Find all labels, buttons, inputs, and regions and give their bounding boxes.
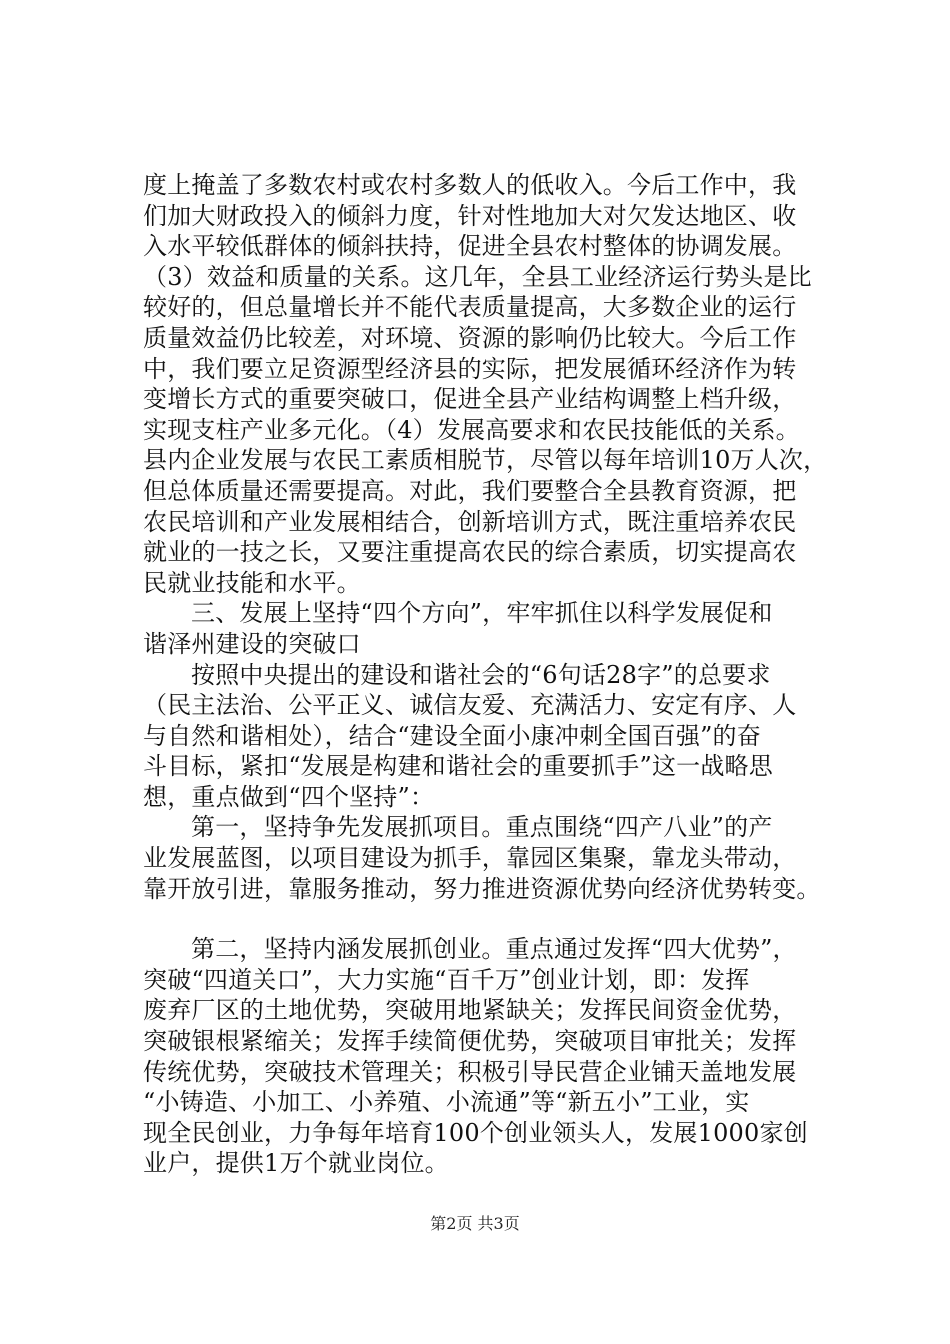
paragraph-gap: [143, 904, 843, 934]
text-line: 靠开放引进，靠服务推动，努力推进资源优势向经济优势转变。: [143, 874, 821, 903]
text-line: 中，我们要立足资源型经济县的实际，把发展循环经济作为转: [143, 354, 797, 383]
document-body: [143, 170, 843, 1179]
section-heading: 谐泽州建设的突破口: [143, 629, 361, 658]
page-footer: [0, 1214, 950, 1234]
text-line: 与自然和谐相处），结合“建设全面小康冲刺全国百强”的奋: [143, 721, 761, 750]
section-heading: 三、发展上坚持“四个方向”，牢牢抓住以科学发展促和: [191, 599, 773, 628]
text-line: （民主法治、公平正义、诚信友爱、充满活力、安定有序、人: [143, 691, 797, 720]
page-number: 第2页 共3页: [430, 1214, 520, 1233]
text-line: 突破“四道关口”，大力实施“百千万”创业计划，即：发挥: [143, 965, 750, 994]
text-line: 较好的，但总量增长并不能代表质量提高，大多数企业的运行: [143, 293, 797, 322]
text-line: 传统优势，突破技术管理关；积极引导民营企业铺天盖地发展: [143, 1057, 797, 1086]
text-line: 们加大财政投入的倾斜力度，针对性地加大对欠发达地区、收: [143, 201, 797, 230]
text-line: 但总体质量还需要提高。对此，我们要整合全县教育资源，把: [143, 476, 797, 505]
text-line: 度上掩盖了多数农村或农村多数人的低收入。今后工作中，我: [143, 171, 797, 199]
text-line: 第一，坚持争先发展抓项目。重点围绕“四产八业”的产: [191, 813, 773, 842]
text-line: 突破银根紧缩关；发挥手续简便优势，突破项目审批关；发挥: [143, 1027, 797, 1056]
text-line: 入水平较低群体的倾斜扶持，促进全县农村整体的协调发展。: [143, 232, 797, 261]
text-line: 废弃厂区的土地优势，突破用地紧缺关；发挥民间资金优势，: [143, 996, 797, 1025]
text-line: 变增长方式的重要突破口，促进全县产业结构调整上档升级，: [143, 385, 797, 414]
text-line: 农民培训和产业发展相结合，创新培训方式，既注重培养农民: [143, 507, 797, 536]
text-line: 现全民创业，力争每年培育100个创业领头人，发展1000家创: [143, 1118, 808, 1147]
text-line: 业发展蓝图，以项目建设为抓手，靠园区集聚，靠龙头带动，: [143, 844, 797, 873]
text-line: 民就业技能和水平。: [143, 568, 361, 597]
text-line: 第二，坚持内涵发展抓创业。重点通过发挥“四大优势”，: [191, 935, 797, 964]
text-line: （3）效益和质量的关系。这几年，全县工业经济运行势头是比: [143, 262, 812, 291]
text-line: 斗目标，紧扣“发展是构建和谐社会的重要抓手”这一战略思: [143, 752, 773, 781]
text-line: “小铸造、小加工、小养殖、小流通”等“新五小”工业，实: [143, 1088, 750, 1117]
text-line: 实现支柱产业多元化。（4）发展高要求和农民技能低的关系。: [143, 415, 800, 444]
text-line: 想，重点做到“四个坚持”：: [143, 782, 435, 811]
text-line: 质量效益仍比较差，对环境、资源的影响仍比较大。今后工作: [143, 323, 797, 352]
text-line: 就业的一技之长，又要注重提高农民的综合素质，切实提高农: [143, 538, 797, 567]
text-line: 按照中央提出的建设和谐社会的“6句话28字”的总要求: [191, 660, 771, 689]
text-line: 县内企业发展与农民工素质相脱节，尽管以每年培训10万人次，: [143, 446, 828, 475]
text-line: 业户，提供1万个就业岗位。: [143, 1149, 449, 1178]
